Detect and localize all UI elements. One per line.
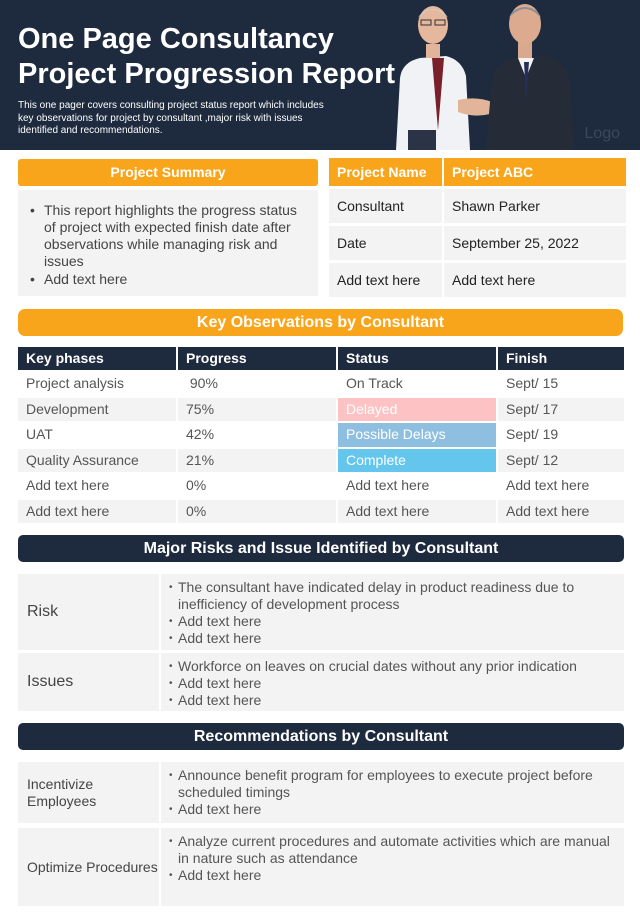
phase-cell: Add text here <box>26 477 110 493</box>
extra-label: Add text here <box>329 263 442 297</box>
finish-cell: Sept/ 19 <box>506 426 559 442</box>
status-cell: Add text here <box>346 477 430 493</box>
risk-bullet: • Add text here <box>169 613 616 630</box>
issues-bullet: • Add text here <box>169 675 616 692</box>
risk-label: Risk <box>18 574 159 650</box>
project-info-table <box>329 158 626 297</box>
recommendation-bullet: • Add text here <box>169 867 616 884</box>
finish-cell: Sept/ 17 <box>498 398 624 422</box>
progress-cell: 42% <box>186 426 215 442</box>
finish-cell: Sept/ 12 <box>498 449 624 473</box>
observations-header-row <box>18 347 624 372</box>
finish-cell: Add text here <box>498 500 624 524</box>
table-row <box>18 398 624 424</box>
date-label: Date <box>329 226 442 260</box>
table-row <box>18 474 624 500</box>
status-cell-complete: Complete <box>338 449 496 473</box>
status-cell-delayed: Delayed <box>338 398 496 422</box>
table-row <box>18 372 624 398</box>
recommendation-bullet: • Add text here <box>169 801 616 818</box>
progress-cell: 90% <box>186 375 218 391</box>
consultant-value: Shawn Parker <box>444 189 626 223</box>
observations-table <box>18 347 624 525</box>
risk-details <box>161 574 624 650</box>
extra-value: Add text here <box>444 263 626 297</box>
phase-cell: Project analysis <box>26 375 125 391</box>
recommendation-details <box>161 828 624 906</box>
recommendation-bullets <box>169 833 616 884</box>
logo-placeholder: Logo <box>584 125 620 142</box>
progress-cell: 75% <box>178 398 336 422</box>
recommendation-details <box>161 762 624 823</box>
summary-bullet: • This report highlights the progress status of project with expected finish date after observations while managing risk and issues <box>28 202 308 270</box>
progress-cell: 21% <box>178 449 336 473</box>
table-row <box>18 423 624 449</box>
issues-details <box>161 653 624 711</box>
consultants-handshake-photo <box>388 0 588 150</box>
project-name-value: Project ABC <box>444 158 626 186</box>
status-cell-possible-delays: Possible Delays <box>338 423 496 447</box>
issues-bullet: • Add text here <box>169 692 616 709</box>
page-title: One Page Consultancy Project Progression Report <box>18 23 396 90</box>
project-info-row <box>329 260 626 297</box>
recommendation-row <box>18 828 624 906</box>
recommendation-label: Optimize Procedures <box>18 828 159 906</box>
phase-cell: Development <box>18 398 176 422</box>
project-summary-heading: Project Summary <box>18 159 318 186</box>
column-header: Key phases <box>18 347 176 370</box>
table-row <box>18 449 624 475</box>
risk-row <box>18 574 624 650</box>
column-header: Status <box>338 347 496 370</box>
risk-bullets <box>169 579 616 647</box>
consultant-label: Consultant <box>329 189 442 223</box>
risk-bullet: • Add text here <box>169 630 616 647</box>
issues-bullet: • Workforce on leaves on crucial dates without any prior indication <box>169 658 616 675</box>
project-info-header <box>329 158 626 186</box>
recommendation-bullet: • Analyze current procedures and automate activities which are manual in nature such as attendance <box>169 833 616 867</box>
summary-bullets <box>28 202 308 288</box>
summary-bullet: • Add text here <box>28 271 308 288</box>
risk-bullet: • The consultant have indicated delay in product readiness due to inefficiency of development process <box>169 579 616 613</box>
recommendation-bullets <box>169 767 616 818</box>
recommendation-bullet: • Announce benefit program for employees to execute project before scheduled timings <box>169 767 616 801</box>
status-cell: Add text here <box>338 500 496 524</box>
page-subtitle: This one pager covers consulting project status report which includes key observations for project by consultant ,major risk with issues identified and recommendations. <box>18 100 324 136</box>
issues-label: Issues <box>18 653 159 711</box>
recommendations-heading: Recommendations by Consultant <box>18 723 624 750</box>
progress-cell: 0% <box>186 477 207 493</box>
project-info-row <box>329 186 626 223</box>
progress-cell: 0% <box>178 500 336 524</box>
date-value: September 25, 2022 <box>444 226 626 260</box>
recommendation-row <box>18 762 624 823</box>
phase-cell: Quality Assurance <box>18 449 176 473</box>
phase-cell: Add text here <box>18 500 176 524</box>
project-summary-body <box>18 190 318 296</box>
issues-row <box>18 653 624 711</box>
recommendation-label: Incentivize Employees <box>18 762 159 823</box>
key-observations-heading: Key Observations by Consultant <box>18 309 623 336</box>
project-name-label: Project Name <box>329 158 442 186</box>
report-header <box>0 0 640 150</box>
phase-cell: UAT <box>26 426 53 442</box>
table-row <box>18 500 624 526</box>
issues-bullets <box>169 658 616 709</box>
column-header: Finish <box>498 347 624 370</box>
column-header: Progress <box>178 347 336 370</box>
status-cell: On Track <box>346 375 403 391</box>
finish-cell: Sept/ 15 <box>506 375 559 391</box>
risks-heading: Major Risks and Issue Identified by Consultant <box>18 535 624 562</box>
finish-cell: Add text here <box>506 477 590 493</box>
project-info-row <box>329 223 626 260</box>
